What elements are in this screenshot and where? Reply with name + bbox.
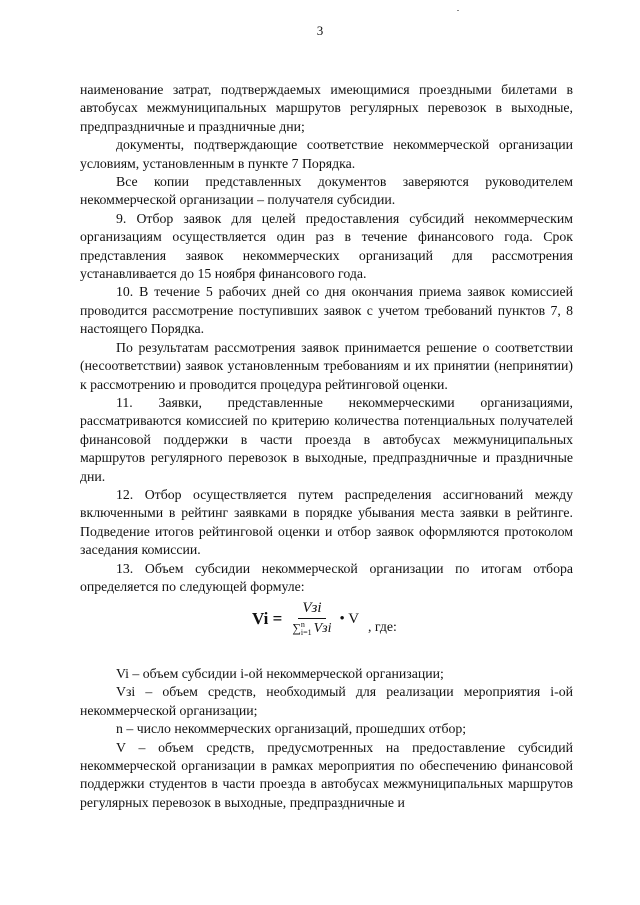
sum-limits — [301, 621, 312, 637]
definition-item: V – объем средств, предусмотренных на предоставление субсидий некоммерческой организации в рамках мероприятия по обеспечению финансовой поддержки студентов в части проезда в автобусах межмуниципальных маршрутов регулярных перевозок в выходные, предпраздничные и — [80, 739, 573, 810]
paragraph: наименование затрат, подтверждаемых имеющимися проездными билетами в автобусах межмуниципальных маршрутов регулярных перевозок в выходные, предпраздничные и праздничные дни; — [80, 82, 573, 134]
formula-fraction — [292, 600, 331, 637]
denominator-term: Vзi — [313, 621, 332, 637]
definition-item: Vзi – объем средств, необходимый для реализации мероприятия i-ой некоммерческой организации; — [80, 684, 573, 718]
formula-lhs: Vi = — [252, 609, 283, 628]
sum-lower: i=1 — [300, 628, 312, 638]
paragraph: Все копии представленных документов заверяются руководителем некоммерческой организации – получателя субсидии. — [80, 174, 573, 208]
page-number: 3 — [316, 23, 324, 38]
formula-multiplier: • V — [339, 610, 360, 627]
definition-item: n – число некоммерческих организаций, прошедших отбор; — [116, 721, 467, 737]
definitions — [80, 665, 573, 812]
paragraph: 13. Объем субсидии некоммерческой организации по итогам отбора определяется по следующей формуле: — [80, 560, 573, 594]
document-body — [80, 81, 573, 596]
subsidy-formula — [252, 596, 359, 642]
formula-numerator: Vзi — [298, 600, 325, 619]
paragraph: документы, подтверждающие соответствие некоммерческой организации условиям, установленным в пункте 7 Порядка. — [80, 137, 573, 171]
paragraph: 10. В течение 5 рабочих дней со дня окончания приема заявок комиссией проводится рассмотрение поступивших заявок с учетом требований пунктов 7, 8 настоящего Порядка. — [80, 284, 573, 337]
formula-denominator — [292, 619, 331, 637]
formula-tail: , где: — [368, 619, 397, 634]
paragraph: 11. Заявки, представленные некоммерческими организациями, рассматриваются комиссией по критерию количества потенциальных получателей финансовой поддержки в части проезда в автобусах межмуниципальных маршрутов регулярного перевозок в выходные, предпраздничные и праздничные дни. — [80, 394, 573, 484]
definition-item: Vi – объем субсидии i-ой некоммерческой организации; — [116, 666, 444, 681]
sum-symbol: ∑ — [292, 621, 301, 636]
scan-speck — [457, 10, 459, 11]
paragraph: 9. Отбор заявок для целей предоставления субсидий некоммерческим организациям осуществляется один раз в течение финансового года. Срок представления заявок некоммерческих организаций для рассмотрения устанавливается до 15 ноября финансового года. — [80, 210, 573, 282]
paragraph: 12. Отбор осуществляется путем распределения ассигнований между включенными в рейтинг заявками в порядке убывания места заявки в рейтинге. Подведение итогов рейтинговой оценки и отбор заявок оформляются протоколом заседания комиссии. — [80, 486, 573, 558]
paragraph: По результатам рассмотрения заявок принимается решение о соответствии (несоответствии) заявок установленным требованиям и их принятии (непринятии) к рассмотрению и проводится процедура рейтинговой оценки. — [80, 339, 573, 392]
sum-upper: n — [300, 620, 305, 630]
